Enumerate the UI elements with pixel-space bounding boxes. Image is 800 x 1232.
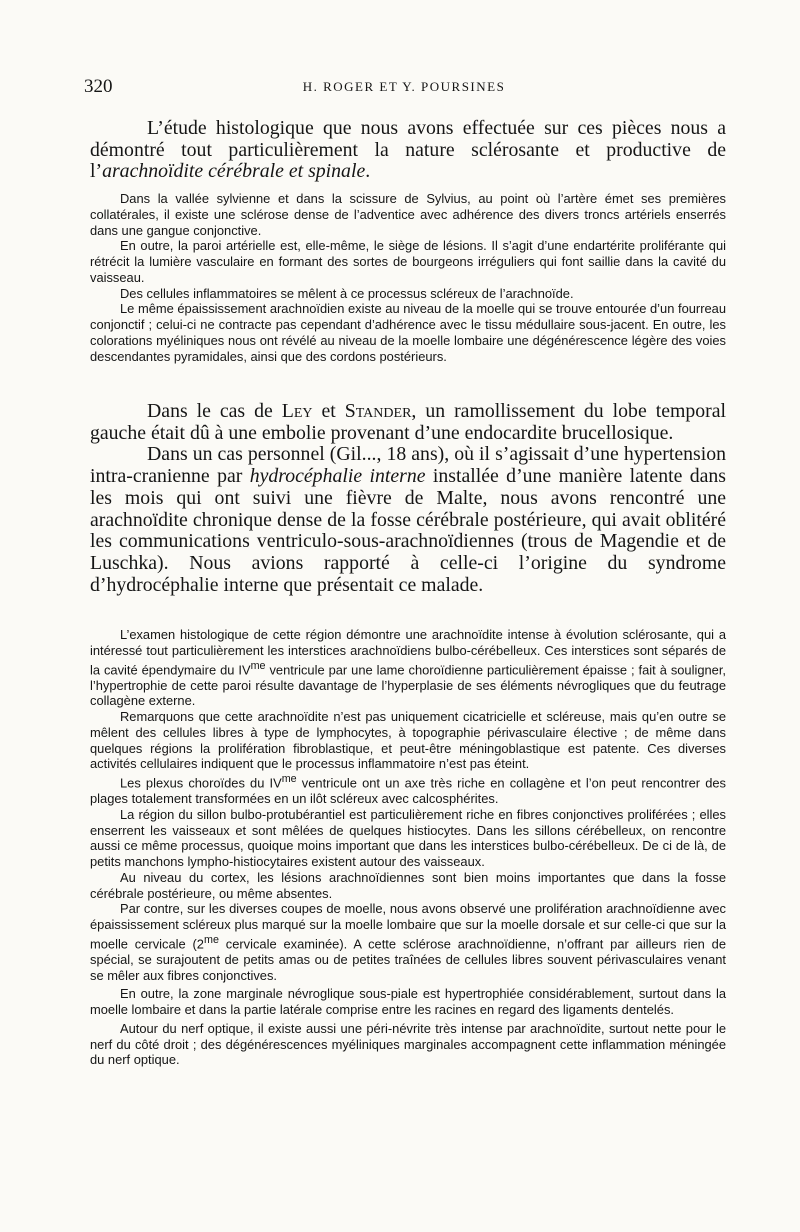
intro-emphasis: arachnoïdite cérébrale et spinale [102,160,366,183]
personal-text-a: Dans un cas personnel (Gil..., 18 ans), où il s’agissait d’une hypertension intra-cranienne par [90,443,726,488]
case-text-c: , un ramollissement du lobe temporal gauche était dû à une embolie provenant d’une endocardite brucellosique. [90,400,727,444]
personal-emphasis: hydrocéphalie interne [249,465,426,488]
intro-text [90,118,726,183]
superscript: me [281,773,297,786]
text-span: Les plexus choroïdes du IV [120,775,282,791]
superscript: me [203,933,219,946]
small-paragraph: La région du sillon bulbo-protubérantiel est particulièrement riche en fibres conjonctives proliférées ; elles enserrent les vaisseaux et sont mêlées de quelques histiocytes. Dans les sillons cérébelleux, on rencontre aussi ce même processus, quoique moins important que dans les interstices bulbo-cérébelleux. De ci de là, de petits manchons lympho-histiocytaires existent autour des vaisseaux. [90,806,726,870]
small-paragraph: Le même épaississement arachnoïdien existe au niveau de la moelle qui se trouve entourée d’un fourreau conjonctif ; celui-ci ne contracte pas cependant d’adhérence avec le tissu médullaire sous-jacent. En outre, les colorations myéliniques nous ont révélé au niveau de la moelle lombaire une dégénérescence légère des voies descendantes pyramidales, ainsi que des cordons postérieurs. [90,301,726,364]
small-paragraph: Des cellules inflammatoires se mêlent à ce processus scléreux de l’arachnoïde. [120,285,574,301]
author-stander: Stander [344,400,412,422]
histology-block-2 [90,627,726,1068]
running-head: H. ROGER ET Y. POURSINES [302,79,506,94]
small-paragraph [90,901,726,983]
case-ley-stander [90,401,726,444]
intro-paragraph [90,118,726,183]
superscript: me [250,659,266,672]
intro-text-a: L’étude histologique que nous avons effectuée sur ces pièces nous a démontré tout particulièrement la nature sclérosante et productive de l’ [90,117,726,183]
small-paragraph: En outre, la zone marginale névroglique sous-piale est hypertrophiée considérablement, surtout dans la moelle lombaire et dans la partie latérale comprise entre les racines en regard des ligaments dentelés. [90,986,726,1018]
case-personal [90,444,726,596]
text-span: cervicale examinée). A cette sclérose arachnoïdienne, n’offrant par ailleurs rien de spécial, se surajoutent de petits amas ou de petites traînées de cellules libres souvent périvasculaires venant se mêler aux fibres conjonctives. [90,936,727,983]
small-paragraph: Autour du nerf optique, il existe aussi une péri-névrite très intense par arachnoïdite, surtout nette pour le nerf du côté droit ; des dégénérescences myéliniques marginales accompagnent cette inflammation méningée du nerf optique. [90,1020,726,1068]
text-span: ventricule ont un axe très riche en collagène et l’on peut rencontrer des plages totalement transformées en un ilôt scléreux avec calcosphérites. [90,775,727,807]
small-paragraph [90,627,726,709]
small-paragraph: Au niveau du cortex, les lésions arachnoïdiennes sont bien moins importantes que dans la fosse cérébrale postérieure, ou même absentes. [90,869,726,901]
personal-text-b: installée d’une manière latente dans les mois qui ont suivi une fièvre de Malte, nous avons rencontré une arachnoïdite chronique dense de la fosse cérébrale postérieure, qui avait oblitéré les communications ventriculo-sous-arachnoïdiennes (trous de Magendie et de Luschka). Nous avions rapporté à celle-ci l’origine du syndrome d’hydrocéphalie interne que présentait ce malade. [90,465,726,596]
small-paragraph: Dans la vallée sylvienne et dans la scissure de Sylvius, au point où l’artère émet ses premières collatérales, il existe une sclérose dense de l’adventice avec adhérence des divers troncs artériels enserrés dans une gangue conjonctive. [90,191,726,238]
page-number: 320 [84,76,113,97]
case-text-b: et [312,400,345,422]
page-header [84,76,724,102]
small-paragraph: Remarquons que cette arachnoïdite n’est pas uniquement cicatricielle et scléreuse, mais qu’en outre se mêlent des cellules libres à type de lymphocytes, à topographie périvasculaire élective ; de même dans quelques régions la prolifération fibroblastique, et peut-être méningoblastique est patente. Ces diverses activités cellulaires indiquent que le processus inflammatoire n’est pas éteint. [90,709,726,772]
text-span: ventricule par une lame choroïdienne particulièrement épaisse ; fait à souligner, l’hypertrophie de cette paroi résulte davantage de l’hyperplasie de ses éléments névrogliques que du feutrage collagène externe. [90,661,727,709]
histology-block-1 [90,191,726,364]
text-span: L’examen histologique de cette région démontre une arachnoïdite intense à évolution sclérosante, qui a intéressé tout particulièrement les interstices arachnoïdiens bulbo-cérébelleux. Ces interstices sont séparés de la cavité épendymaire du IV [90,627,726,677]
case-text-a: Dans le cas de [147,400,282,422]
small-paragraph [90,772,726,807]
intro-text-b: . [365,160,371,183]
author-ley: Ley [281,400,313,422]
text-span: Par contre, sur les diverses coupes de moelle, nous avons observé une prolifération arachnoïdienne avec épaississement scléreux plus marqué sur la moelle lombaire que sur la moelle dorsale et sur celle-ci que sur la moelle cervicale (2 [90,901,726,952]
small-paragraph: En outre, la paroi artérielle est, elle-même, le siège de lésions. Il s’agit d’une endartérite proliférante qui rétrécit la lumière vasculaire en formant des sortes de bourgeons irréguliers qui font saillie dans la cavité du vaisseau. [90,238,726,285]
case-paragraphs [90,401,726,596]
